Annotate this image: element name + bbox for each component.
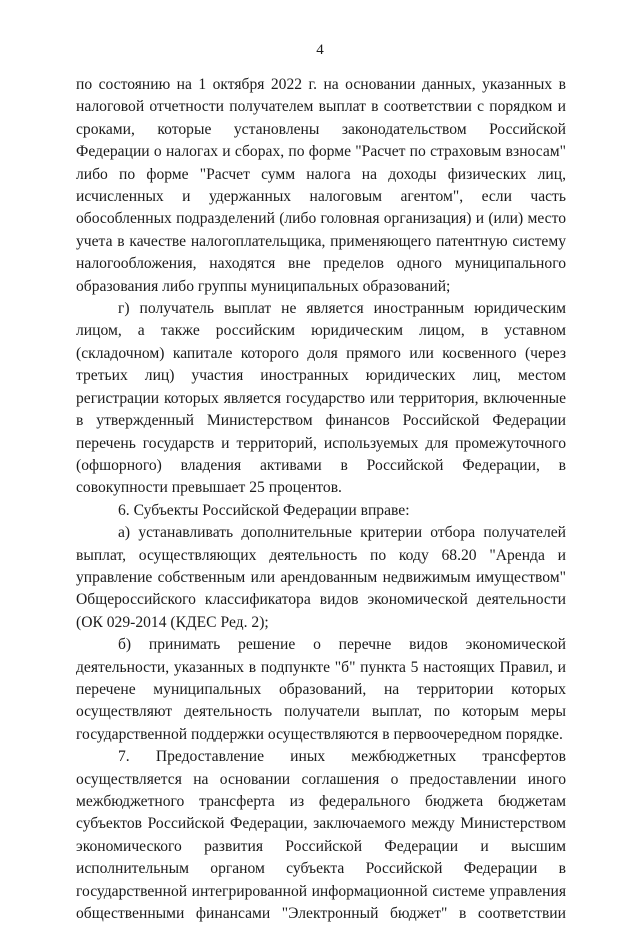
paragraph-item-a: а) устанавливать дополнительные критерии отбора получателей выплат, осуществляющих деятельность по коду 68.20 "Аренда и управление собственным или арендованным недвижимым имуществом" Общероссийского классификатора видов экономической деятельности (ОК 029-2014 (КДЕС Ред. 2); [76,524,566,631]
paragraph-section-6: 6. Субъекты Российской Федерации вправе: [118,501,410,519]
document-body [76,74,566,925]
paragraph-item-b: б) принимать решение о перечне видов экономической деятельности, указанных в подпункте "б" пункта 5 настоящих Правил, и перечене муниципальных образований, на территории которых осуществляют деятельность получатели выплат, по которым меры государственной поддержки осуществляются в первоочередном порядке. [76,636,566,743]
paragraph-item-g: г) получатель выплат не является иностранным юридическим лицом, а также российским юридическим лицом, в уставном (складочном) капитале которого доля прямого или косвенного (через третьих лиц) участия иностранных юридических лиц, местом регистрации которых является государство или территория, включенные в утвержденный Министерством финансов Российской Федерации перечень государств и территорий, используемых для промежуточного (офшорного) владения активами в Российской Федерации, в совокупности превышает 25 процентов. [76,300,566,497]
paragraph-section-7: 7. Предоставление иных межбюджетных трансфертов осуществляется на основании соглашения о предоставлении иного межбюджетного трансферта из федерального бюджета бюджетам субъектов Российской Федерации, заключаемого между Министерством экономического развития Российской Федерации и высшим исполнительным органом субъекта Российской Федерации в государственной интегрированной информационной системе управления общественными финансами "Электронный бюджет" в соответствии [76,748,566,923]
paragraph-continuation: по состоянию на 1 октября 2022 г. на основании данных, указанных в налоговой отчетности получателем выплат в соответствии с порядком и сроками, которые установлены законодательством Российской Федерации о налогах и сборах, по форме "Расчет по страховым взносам" либо по форме "Расчет сумм налога на доходы физических лиц, исчисленных и удержанных налоговым агентом", если часть обособленных подразделений (либо головная организация) и (или) место учета в качестве налогоплательщика, применяющего патентную систему налогообложения, находятся вне пределов одного муниципального образования либо группы муниципальных образований; [76,76,566,295]
page-number: 4 [316,42,324,58]
